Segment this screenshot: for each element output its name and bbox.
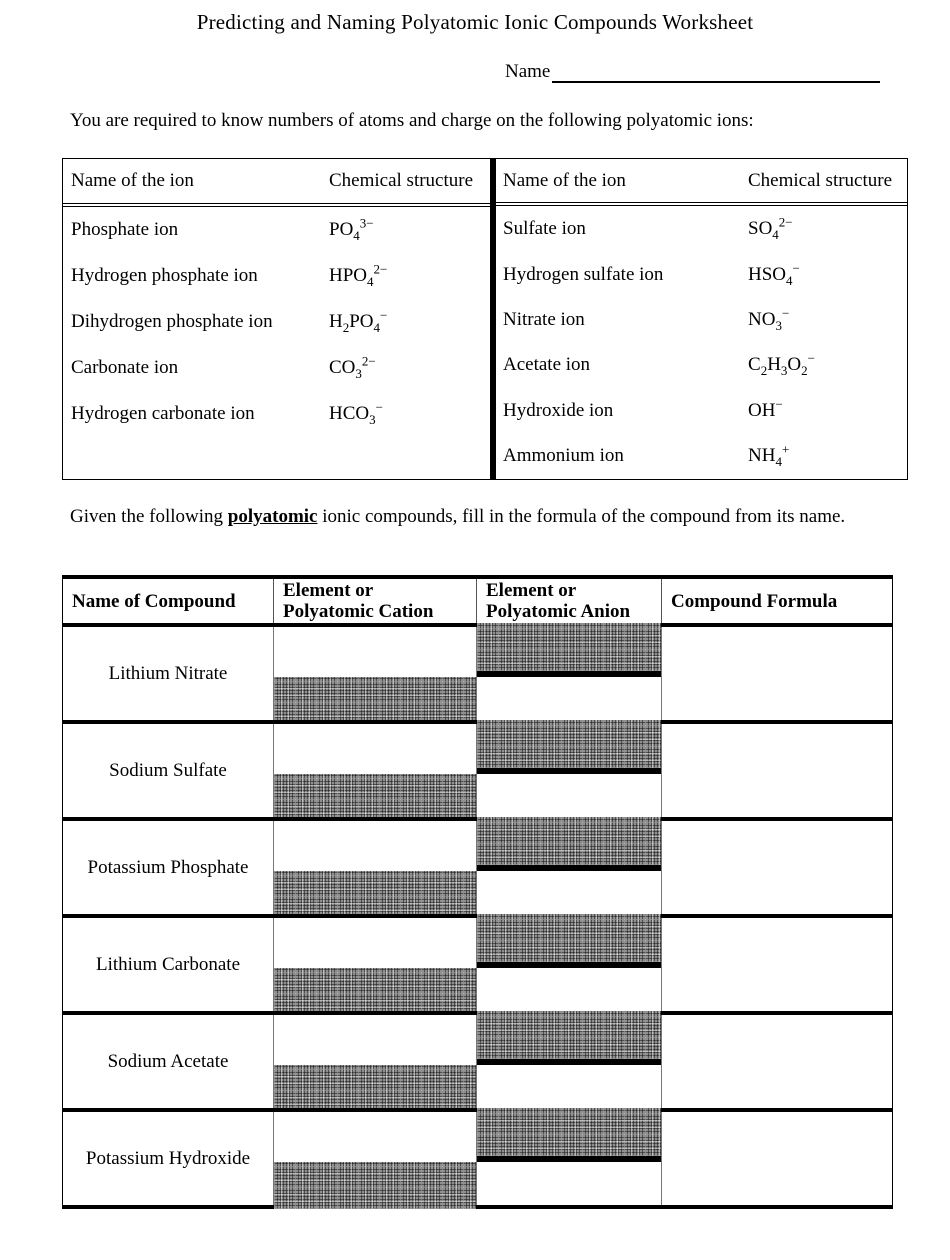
anion-answer-cell[interactable] xyxy=(476,627,661,720)
intro-text: You are required to know numbers of atoms and charge on the following polyatomic ions: xyxy=(70,110,754,131)
compound-formula-cell[interactable] xyxy=(661,821,892,914)
task-text-emphasis: polyatomic xyxy=(227,506,318,527)
ion-formula: $NO_3^-$ xyxy=(748,305,790,333)
ion-name: Sulfate ion xyxy=(503,218,586,240)
ion-formula: OH− xyxy=(748,396,783,421)
ion-row xyxy=(63,253,490,299)
ion-row xyxy=(496,343,907,388)
anion-redaction-box xyxy=(477,1108,661,1162)
ion-name: Ammonium ion xyxy=(503,445,624,467)
task-text-after: ionic compounds, fill in the formula of the compound from its name. xyxy=(317,506,846,527)
ion-name: Acetate ion xyxy=(503,354,591,376)
anion-answer-cell[interactable] xyxy=(476,1112,661,1205)
anion-redaction-box xyxy=(477,1011,661,1065)
ion-formula: $HCO_3^-$ xyxy=(329,399,383,427)
page-title: Predicting and Naming Polyatomic Ionic Compounds Worksheet xyxy=(196,10,754,34)
name-field xyxy=(505,61,880,83)
anion-redaction-box xyxy=(477,623,661,677)
compound-name: Lithium Carbonate xyxy=(95,953,241,975)
ion-formula: $PO_4^{3-}$ xyxy=(329,215,374,243)
header-name-of-compound: Name of Compound xyxy=(72,590,236,612)
cation-redaction-box xyxy=(274,1162,476,1209)
ion-formula: $NH_4^+$ xyxy=(748,441,790,470)
compound-name: Lithium Nitrate xyxy=(108,662,228,684)
ion-name: Dihydrogen phosphate ion xyxy=(71,311,273,332)
cation-redaction-box xyxy=(274,1065,476,1112)
ion-name: Hydrogen sulfate ion xyxy=(503,263,664,285)
ion-formula: $SO_4^{2-}$ xyxy=(748,214,793,242)
compound-row xyxy=(63,817,892,914)
name-input-line[interactable] xyxy=(552,61,880,83)
cation-answer-cell[interactable] xyxy=(273,724,476,817)
anion-answer-cell[interactable] xyxy=(476,1015,661,1108)
compound-row xyxy=(63,914,892,1011)
compound-row xyxy=(63,720,892,817)
header-compound-formula: Compound Formula xyxy=(661,579,892,623)
ion-formula: $HPO_4^{2-}$ xyxy=(329,261,388,289)
ion-table-right-half xyxy=(496,159,907,479)
ion-formula: $C_2H_3O_2^-$ xyxy=(748,351,815,379)
header-polyatomic-cation: Element or Polyatomic Cation xyxy=(273,579,476,623)
compound-formula-cell[interactable] xyxy=(661,724,892,817)
cation-redaction-box xyxy=(274,871,476,918)
cation-answer-cell[interactable] xyxy=(273,821,476,914)
ion-row xyxy=(63,299,490,345)
task-text-before: Given the following xyxy=(70,506,228,527)
anion-redaction-box xyxy=(477,817,661,871)
cation-redaction-box xyxy=(274,774,476,821)
anion-answer-cell[interactable] xyxy=(476,724,661,817)
ion-row xyxy=(63,207,490,253)
ion-row xyxy=(63,391,490,437)
ion-row xyxy=(496,252,907,297)
ion-row xyxy=(63,345,490,391)
ion-row xyxy=(496,206,907,251)
anion-redaction-box xyxy=(477,720,661,774)
header-polyatomic-anion: Element or Polyatomic Anion xyxy=(476,579,661,623)
ion-name: Nitrate ion xyxy=(503,309,585,330)
compound-formula-cell[interactable] xyxy=(661,1112,892,1205)
ion-formula: $HSO_4^-$ xyxy=(748,260,800,288)
anion-answer-cell[interactable] xyxy=(476,918,661,1011)
compound-name: Sodium Acetate xyxy=(107,1050,229,1072)
compound-row xyxy=(63,623,892,720)
compound-row xyxy=(63,1011,892,1108)
polyatomic-ion-table xyxy=(62,158,908,480)
cation-answer-cell[interactable] xyxy=(273,1015,476,1108)
ion-row xyxy=(496,297,907,342)
compound-formula-cell[interactable] xyxy=(661,1015,892,1108)
compound-name: Sodium Sulfate xyxy=(109,759,227,781)
ion-name: Hydroxide ion xyxy=(503,399,614,421)
anion-answer-cell[interactable] xyxy=(476,821,661,914)
compound-name: Potassium Phosphate xyxy=(87,856,249,878)
ion-formula: $H_2PO_4^-$ xyxy=(329,307,388,335)
ion-name: Hydrogen phosphate ion xyxy=(71,265,258,286)
ion-row xyxy=(496,388,907,433)
cation-redaction-box xyxy=(274,677,476,724)
compound-fill-in-table xyxy=(62,575,893,1209)
ion-row xyxy=(496,434,907,479)
cation-answer-cell[interactable] xyxy=(273,918,476,1011)
compound-name: Potassium Hydroxide xyxy=(85,1147,251,1169)
ion-name-header: Name of the ion xyxy=(71,170,194,191)
ion-formula: $CO_3^{2-}$ xyxy=(329,353,376,381)
compound-formula-cell[interactable] xyxy=(661,627,892,720)
task-instructions xyxy=(70,505,882,529)
ion-structure-header: Chemical structure xyxy=(329,170,474,191)
compound-row xyxy=(63,1108,892,1205)
compound-formula-cell[interactable] xyxy=(661,918,892,1011)
cation-answer-cell[interactable] xyxy=(273,1112,476,1205)
ion-name: Hydrogen carbonate ion xyxy=(71,403,255,424)
ion-name: Phosphate ion xyxy=(71,219,179,240)
cation-redaction-box xyxy=(274,968,476,1015)
ion-name: Carbonate ion xyxy=(71,357,179,378)
name-label: Name xyxy=(505,61,551,82)
ion-structure-header: Chemical structure xyxy=(748,169,893,191)
cation-answer-cell[interactable] xyxy=(273,627,476,720)
compound-table-header xyxy=(63,579,892,623)
ion-name-header: Name of the ion xyxy=(503,169,626,191)
ion-table-left-half xyxy=(63,159,490,479)
anion-redaction-box xyxy=(477,914,661,968)
